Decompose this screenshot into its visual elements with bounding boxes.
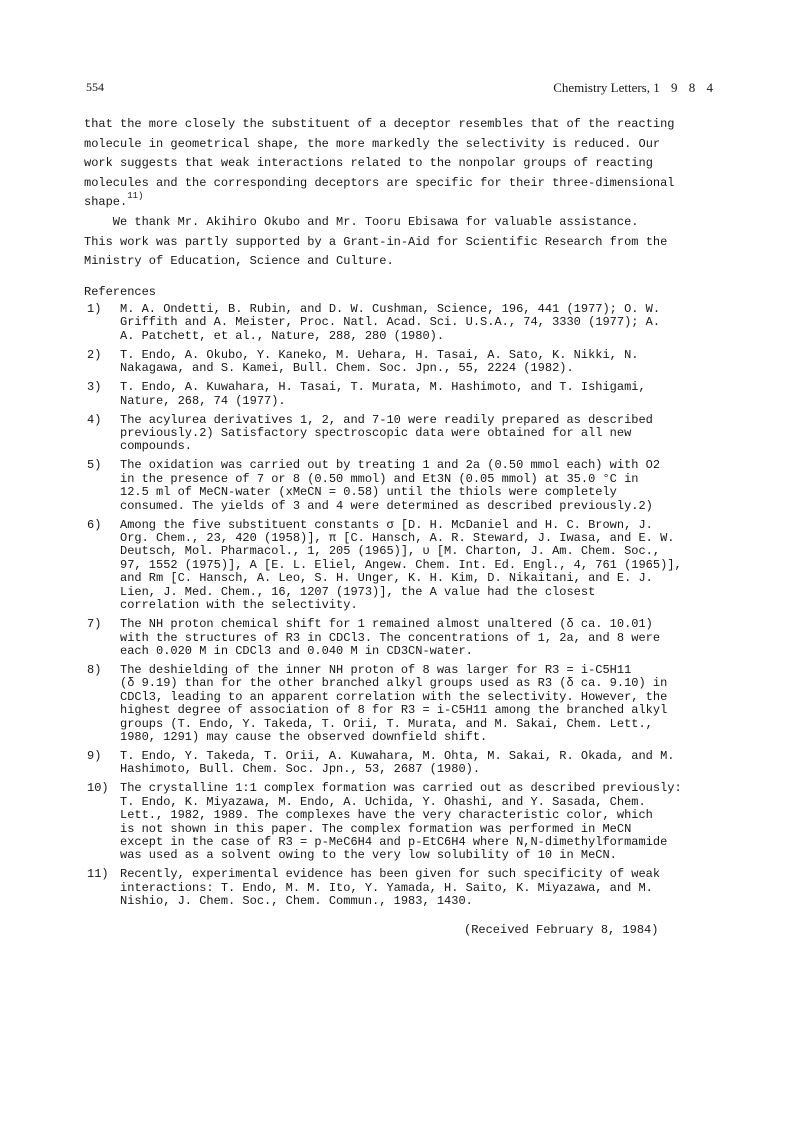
- reference-line: 97, 1552 (1975)], A [E. L. Eliel, Angew. Chem. Int. Ed. Engl., 4, 761 (1965)],: [120, 557, 682, 572]
- reference-line: in the presence of 7 or 8 (0.50 mmol) and Et3N (0.05 mmol) at 35.0 °C in: [120, 471, 639, 486]
- body-line: work suggests that weak interactions related to the nonpolar groups of reacting: [84, 156, 653, 171]
- reference-text: [120, 664, 724, 744]
- reference-number: 5): [87, 458, 102, 473]
- body-text: [84, 115, 724, 272]
- journal-header: [553, 80, 717, 96]
- reference-line: with the structures of R3 in CDCl3. The concentrations of 1, 2a, and 8 were: [120, 630, 661, 645]
- reference-line: The deshielding of the inner NH proton of 8 was larger for R3 = i-C5H11: [120, 662, 632, 677]
- reference-line: each 0.020 M in CDCl3 and 0.040 M in CD3CN-water.: [120, 643, 473, 658]
- references-heading: References: [84, 285, 157, 299]
- reference-line: M. A. Ondetti, B. Rubin, and D. W. Cushman, Science, 196, 441 (1977); O. W.: [120, 302, 661, 316]
- reference-text: [120, 381, 724, 408]
- reference-line: correlation with the selectivity.: [120, 598, 358, 613]
- reference-line: highest degree of association of 8 for R3 = i-C5H11 among the branched alkyl: [120, 703, 668, 718]
- reference-number: 2): [87, 347, 102, 362]
- reference-number: 7): [87, 617, 102, 632]
- reference-line: The crystalline 1:1 complex formation was carried out as described previously:: [120, 781, 682, 796]
- reference-text: [120, 782, 724, 862]
- body-line: [84, 193, 724, 213]
- reference-number: 8): [87, 662, 102, 677]
- reference-line: and Rm [C. Hansch, A. Leo, S. H. Unger, K. H. Kim, D. Nikaitani, and E. J.: [120, 571, 653, 586]
- reference-line: except in the case of R3 = p-MeC6H4 and p-EtC6H4 where N,N-dimethylformamide: [120, 834, 668, 849]
- journal-name: Chemistry Letters,: [553, 80, 650, 95]
- reference-text: [120, 519, 724, 613]
- reference-line: consumed. The yields of 3 and 4 were determined as described previously.2): [120, 498, 653, 513]
- reference-item: [84, 618, 724, 658]
- reference-item: [84, 782, 724, 862]
- reference-line: Nishio, J. Chem. Soc., Chem. Commun., 1983, 1430.: [120, 894, 473, 909]
- body-line: molecule in geometrical shape, the more markedly the selectivity is reduced. Our: [84, 136, 661, 151]
- reference-item: [84, 414, 724, 454]
- page-number: 554: [86, 80, 104, 94]
- reference-line: groups (T. Endo, Y. Takeda, T. Orii, T. Murata, and M. Sakai, Chem. Lett.,: [120, 716, 653, 731]
- reference-item: [84, 519, 724, 613]
- reference-number: 10): [87, 781, 109, 796]
- reference-line: Nakagawa, and S. Kamei, Bull. Chem. Soc. Jpn., 55, 2224 (1982).: [120, 361, 574, 376]
- reference-line: Nature, 268, 74 (1977).: [120, 393, 286, 408]
- body-line-text: shape.: [84, 195, 128, 210]
- reference-line: (δ 9.19) than for the other branched alkyl groups used as R3 (δ ca. 9.10) in: [120, 676, 668, 691]
- reference-item: [84, 349, 724, 376]
- reference-number: 6): [87, 517, 102, 532]
- reference-line: previously.2) Satisfactory spectroscopic data were obtained for all new: [120, 426, 632, 441]
- reference-text: [120, 750, 724, 777]
- reference-item: [84, 750, 724, 777]
- reference-line: The NH proton chemical shift for 1 remained almost unaltered (δ ca. 10.01): [120, 617, 653, 632]
- reference-item: [84, 459, 724, 513]
- reference-item: [84, 303, 724, 343]
- body-line: that the more closely the substituent of a deceptor resembles that of the reacting: [84, 117, 675, 131]
- reference-item: [84, 868, 724, 908]
- reference-text: [120, 414, 724, 454]
- reference-item: [84, 381, 724, 408]
- reference-line: A. Patchett, et al., Nature, 288, 280 (1980).: [120, 328, 445, 343]
- body-line: This work was partly supported by a Grant-in-Aid for Scientific Research from the: [84, 234, 668, 249]
- reference-line: Hashimoto, Bull. Chem. Soc. Jpn., 53, 2687 (1980).: [120, 762, 481, 777]
- reference-number: 9): [87, 748, 102, 763]
- reference-line: The acylurea derivatives 1, 2, and 7-10 were readily prepared as described: [120, 412, 653, 427]
- reference-text: [120, 868, 724, 908]
- reference-line: T. Endo, A. Kuwahara, H. Tasai, T. Murata, M. Hashimoto, and T. Ishigami,: [120, 380, 646, 395]
- reference-text: [120, 303, 724, 343]
- body-line: molecules and the corresponding deceptors are specific for their three-dimensional: [84, 175, 675, 190]
- reference-line: Among the five substituent constants σ [D. H. McDaniel and H. C. Brown, J.: [120, 517, 653, 532]
- reference-line: Griffith and A. Meister, Proc. Natl. Acad. Sci. U.S.A., 74, 3330 (1977); A.: [120, 315, 661, 330]
- reference-line: 12.5 ml of MeCN-water (xMeCN = 0.58) until the thiols were completely: [120, 485, 617, 500]
- body-line: We thank Mr. Akihiro Okubo and Mr. Tooru Ebisawa for valuable assistance.: [84, 214, 639, 229]
- citation-mark: 11): [127, 191, 144, 202]
- reference-line: Lett., 1982, 1989. The complexes have the very characteristic color, which: [120, 808, 653, 823]
- reference-line: interactions: T. Endo, M. M. Ito, Y. Yamada, H. Saito, K. Miyazawa, and M.: [120, 880, 653, 895]
- reference-line: T. Endo, K. Miyazawa, M. Endo, A. Uchida, Y. Ohashi, and Y. Sasada, Chem.: [120, 794, 646, 809]
- references-list: [84, 303, 724, 914]
- reference-line: Lien, J. Med. Chem., 16, 1207 (1973)], the A value had the closest: [120, 584, 596, 599]
- reference-item: [84, 664, 724, 744]
- reference-line: CDCl3, leading to an apparent correlation with the selectivity. However, the: [120, 689, 668, 704]
- journal-year: 1 9 8 4: [653, 80, 717, 95]
- reference-line: Recently, experimental evidence has been given for such specificity of weak: [120, 867, 661, 882]
- reference-text: [120, 459, 724, 513]
- reference-line: T. Endo, A. Okubo, Y. Kaneko, M. Uehara, H. Tasai, A. Sato, K. Nikki, N.: [120, 347, 639, 362]
- reference-line: T. Endo, Y. Takeda, T. Orii, A. Kuwahara, M. Ohta, M. Sakai, R. Okada, and M.: [120, 748, 675, 763]
- reference-text: [120, 618, 724, 658]
- reference-line: The oxidation was carried out by treating 1 and 2a (0.50 mmol each) with O2: [120, 458, 661, 473]
- reference-line: 1980, 1291) may cause the observed downfield shift.: [120, 729, 488, 744]
- reference-number: 3): [87, 380, 102, 395]
- reference-line: Deutsch, Mol. Pharmacol., 1, 205 (1965)], υ [M. Charton, J. Am. Chem. Soc.,: [120, 544, 661, 559]
- reference-line: is not shown in this paper. The complex formation was performed in MeCN: [120, 821, 632, 836]
- body-line: Ministry of Education, Science and Culture.: [84, 254, 394, 269]
- reference-number: 11): [87, 867, 109, 882]
- reference-number: 1): [87, 302, 102, 316]
- reference-line: compounds.: [120, 439, 193, 454]
- reference-line: Org. Chem., 23, 420 (1958)], π [C. Hansch, A. R. Steward, J. Iwasa, and E. W.: [120, 531, 675, 546]
- reference-line: was used as a solvent owing to the very low solubility of 10 in MeCN.: [120, 848, 617, 863]
- reference-text: [120, 349, 724, 376]
- received-date: (Received February 8, 1984): [464, 923, 659, 937]
- reference-number: 4): [87, 412, 102, 427]
